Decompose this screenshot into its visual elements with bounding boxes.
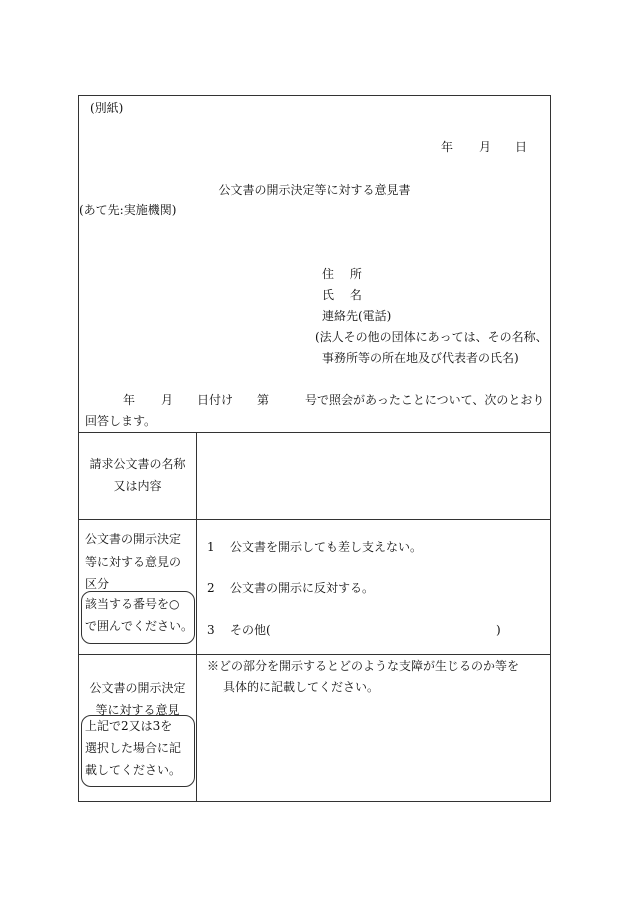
category-note-line1: 該当する番号を○ bbox=[85, 597, 180, 611]
category-label-line1: 公文書の開示決定 bbox=[85, 532, 182, 546]
table-column-divider bbox=[196, 432, 197, 801]
requested-doc-label-line2: 又は内容 bbox=[113, 479, 162, 493]
reference-text-line2: 回答します。 bbox=[85, 414, 157, 428]
address-label: 住 所 bbox=[322, 267, 368, 281]
option-2-text: 公文書の開示に反対する。 bbox=[230, 581, 375, 595]
contact-label: 連絡先(電話) bbox=[322, 309, 392, 323]
name-label: 氏 名 bbox=[322, 288, 368, 302]
option-3-other-field[interactable] bbox=[299, 620, 489, 638]
addressee: (あて先:実施機関) bbox=[79, 203, 177, 217]
opinion-note-line1: 上記で2又は3を bbox=[85, 719, 173, 733]
table-top-rule bbox=[79, 432, 550, 433]
requested-doc-value-field[interactable] bbox=[204, 446, 539, 506]
corporate-note-line2: 事務所等の所在地及び代表者の氏名) bbox=[322, 351, 519, 365]
opinion-instruction-line2: 具体的に記載してください。 bbox=[223, 680, 380, 694]
date-day: 日 bbox=[515, 140, 528, 154]
attachment-label: (別紙) bbox=[90, 101, 124, 115]
reference-dated: 日付け bbox=[197, 393, 234, 407]
option-1-text: 公文書を開示しても差し支えない。 bbox=[230, 540, 423, 554]
option-3-text: その他( bbox=[230, 623, 271, 637]
reference-no-prefix: 第 bbox=[257, 393, 270, 407]
form-title: 公文書の開示決定等に対する意見書 bbox=[218, 183, 411, 197]
row-divider-1 bbox=[79, 519, 550, 520]
opinion-label-line1: 公文書の開示決定 bbox=[89, 681, 186, 695]
opinion-note-line2: 選択した場合に記 bbox=[85, 741, 182, 755]
requested-doc-label-line1: 請求公文書の名称 bbox=[89, 457, 186, 471]
opinion-text-field[interactable] bbox=[204, 701, 544, 796]
category-label-line3: 区分 bbox=[85, 577, 110, 591]
date-month: 月 bbox=[479, 140, 492, 154]
option-3-close-paren: ) bbox=[496, 623, 501, 637]
category-note-line2: で囲んでください。 bbox=[85, 619, 194, 633]
reference-text-line1: 号で照会があったことについて、次のとおり bbox=[305, 393, 545, 407]
opinion-note-line3: 載してください。 bbox=[85, 763, 182, 777]
date-year: 年 bbox=[441, 140, 454, 154]
category-label-line2: 等に対する意見の bbox=[85, 555, 182, 569]
opinion-instruction-line1: ※どの部分を開示するとどのような支障が生じるのか等を bbox=[207, 659, 520, 673]
option-2-number: 2 bbox=[207, 581, 215, 595]
reference-month: 月 bbox=[161, 393, 174, 407]
opinion-form bbox=[78, 95, 551, 802]
corporate-note-line1: (法人その他の団体にあっては、その名称、 bbox=[315, 330, 548, 344]
option-3-number: 3 bbox=[207, 623, 215, 637]
row-divider-2 bbox=[79, 654, 550, 655]
option-1-number: 1 bbox=[207, 540, 215, 554]
reference-year: 年 bbox=[123, 393, 136, 407]
opinion-label-line2: 等に対する意見 bbox=[95, 703, 180, 717]
